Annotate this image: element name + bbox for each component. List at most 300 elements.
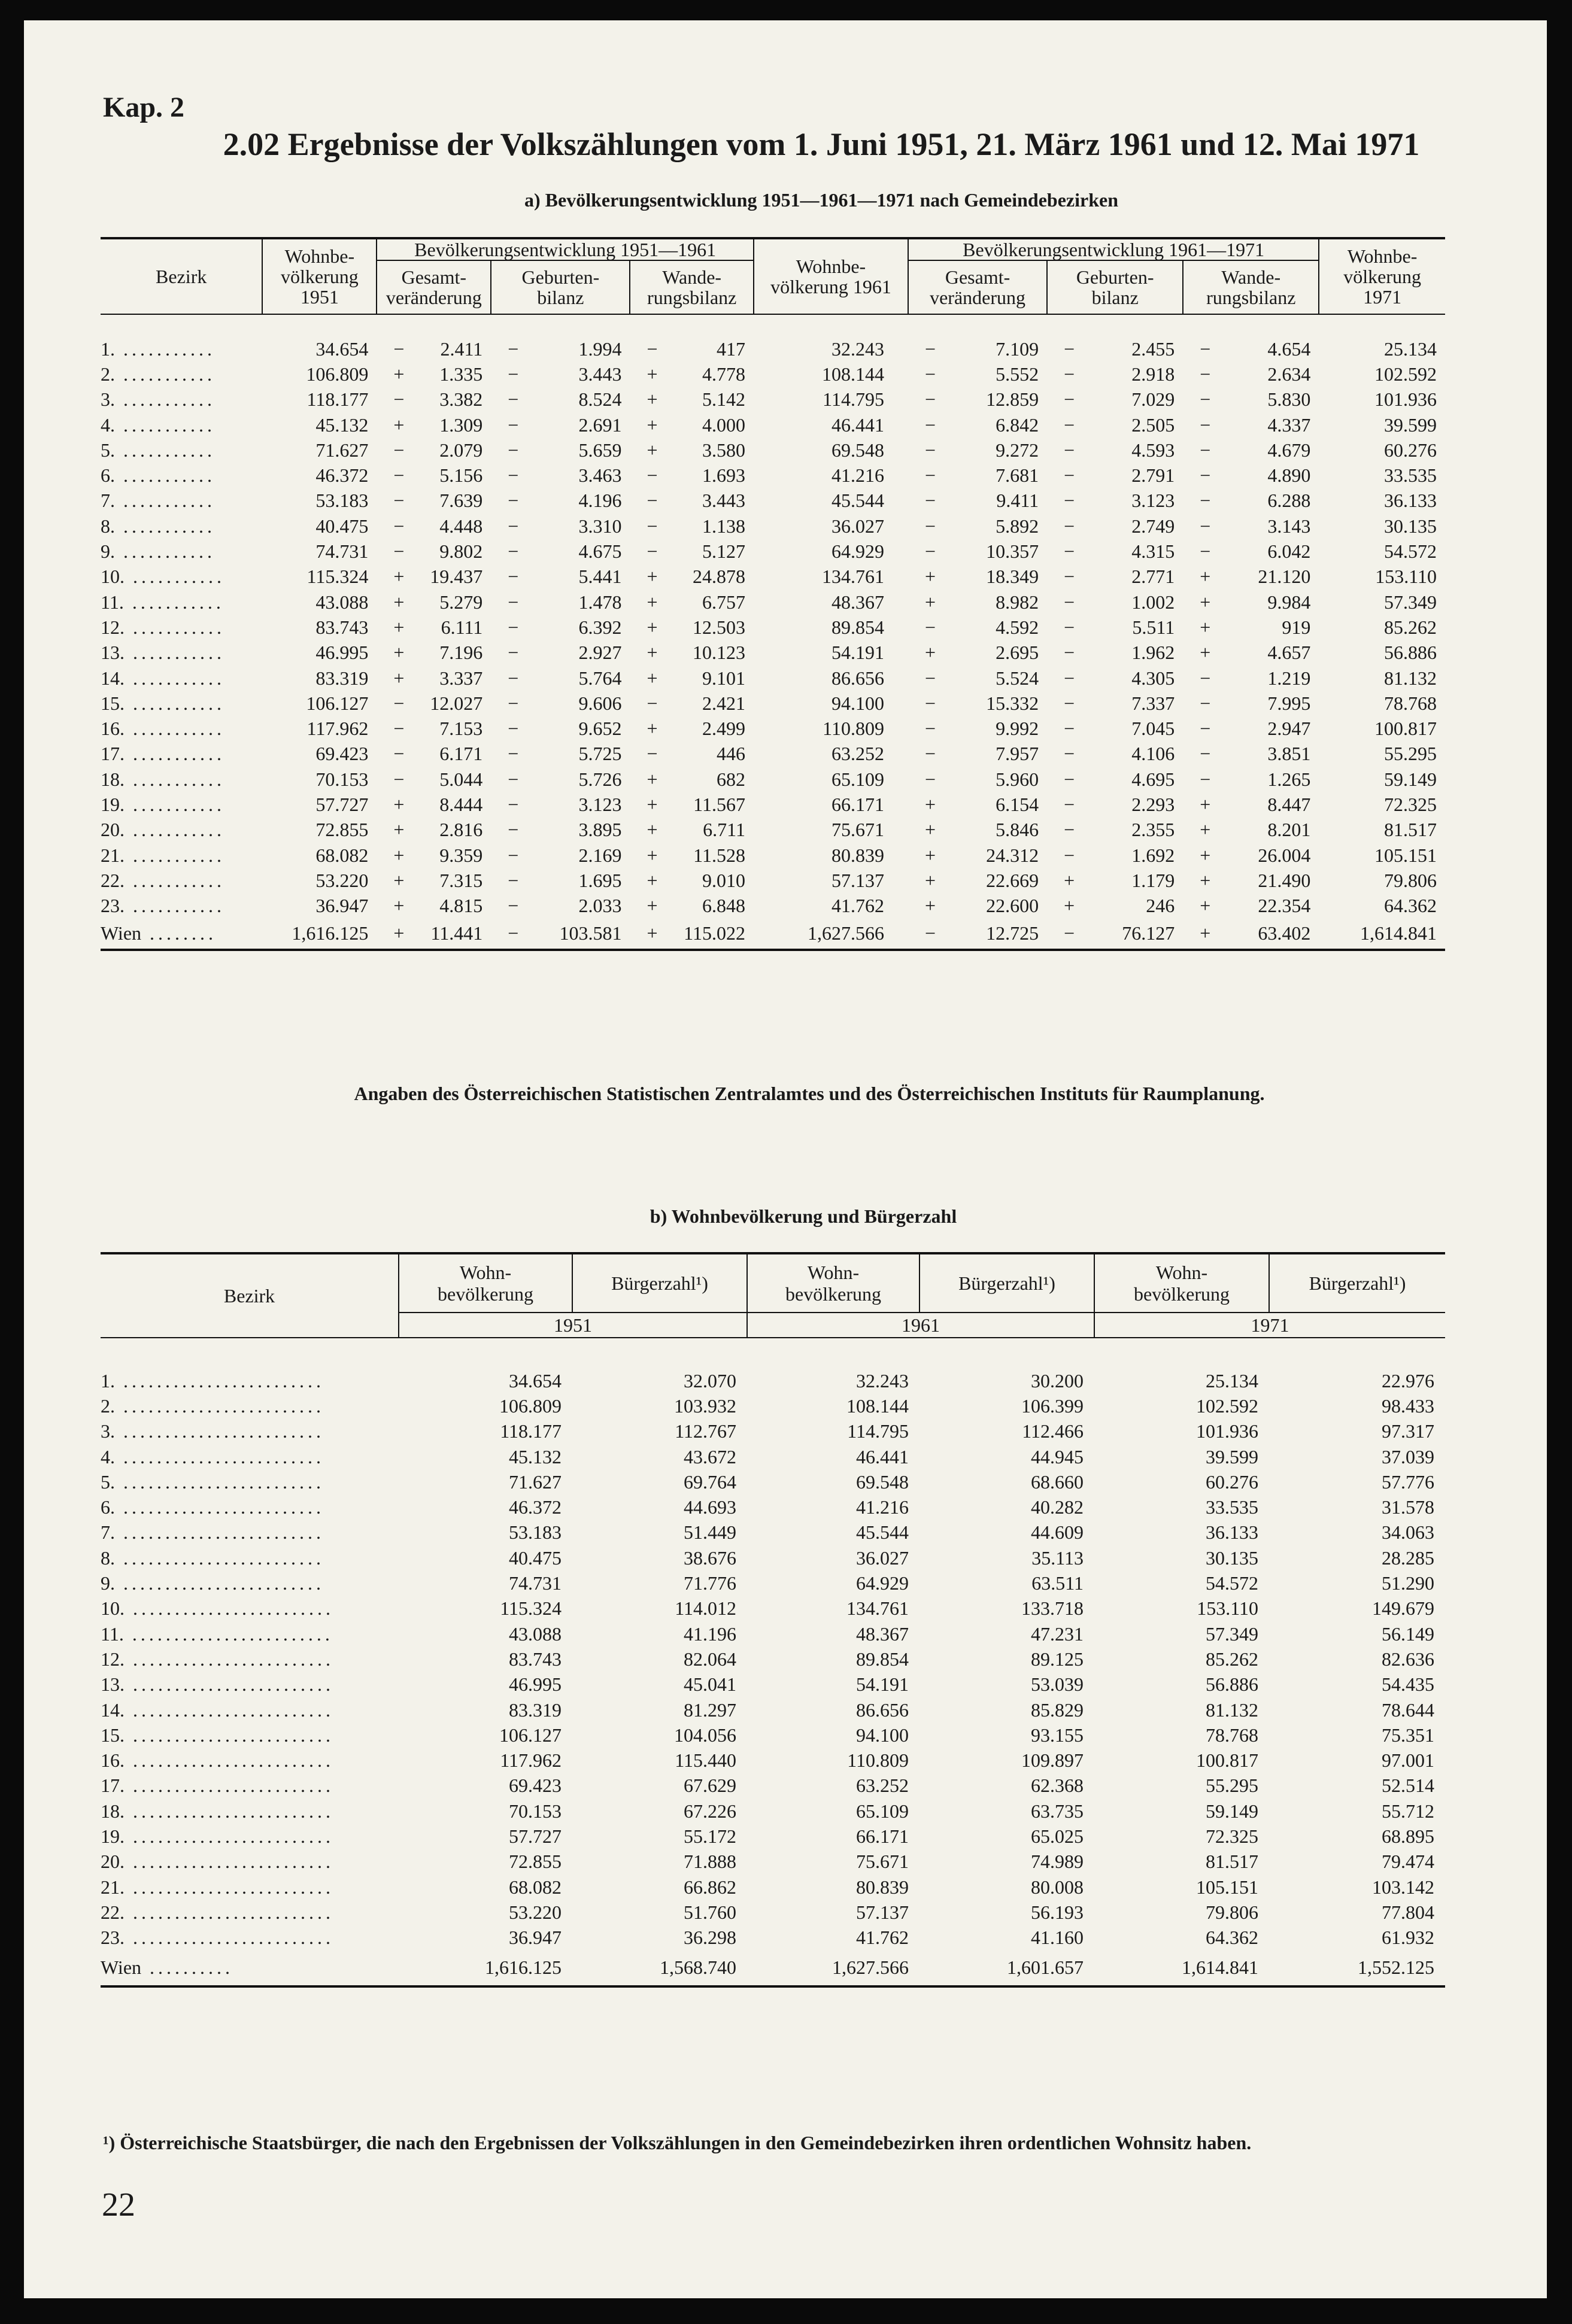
population-development-table — [101, 237, 1445, 951]
cell-g1s: + — [393, 844, 405, 866]
cell-gb1: 5.659 — [578, 439, 622, 461]
table-row: 5. ........... 71.627 − 2.079 − 5.659 + 3.580 69.548 − 9.272 − 4.593 − 4.679 60.276 — [101, 438, 1445, 463]
cell-w51: 68.082 — [509, 1876, 562, 1898]
cell-w51: 57.727 — [315, 793, 369, 815]
cell-w51: 53.183 — [315, 490, 369, 512]
document-page — [24, 20, 1547, 2298]
cell-g2: 5.892 — [996, 515, 1039, 537]
cell-gb1s: − — [508, 616, 519, 638]
cell-g1s: − — [393, 439, 405, 461]
cell-g2s: − — [924, 768, 936, 790]
total-gb2: 76.127 — [1090, 919, 1183, 950]
cell-wa1s: − — [647, 692, 658, 714]
table-row: 12. ........................ 83.743 82.064 89.854 89.125 85.262 82.636 — [101, 1646, 1445, 1672]
cell-g1: 9.359 — [439, 844, 483, 866]
chapter-label: Kap. 2 — [103, 92, 185, 123]
cell-b71: 97.317 — [1382, 1420, 1434, 1442]
cell-w71: 56.886 — [1384, 642, 1437, 664]
cell-gb2: 4.593 — [1131, 439, 1175, 461]
cell-w71: 33.535 — [1384, 464, 1437, 487]
cell-w61: 64.929 — [856, 1572, 909, 1594]
cell-w61: 66.171 — [831, 793, 884, 815]
cell-w61: 36.027 — [831, 515, 884, 537]
cell-wa2s: + — [1200, 844, 1211, 866]
total-label-b: Wien — [101, 1957, 142, 1979]
cell-w71: 153.110 — [1197, 1597, 1258, 1620]
cell-w61: 54.191 — [831, 642, 884, 664]
cell-g2s: − — [924, 718, 936, 740]
cell-w71: 85.262 — [1384, 616, 1437, 638]
cell-b71: 52.514 — [1382, 1775, 1434, 1797]
cell-w61: 65.109 — [831, 768, 884, 790]
cell-b61: 41.160 — [1031, 1927, 1084, 1949]
cell-wa1s: + — [647, 768, 658, 790]
cell-gb1: 5.726 — [578, 768, 622, 790]
cell-g2: 9.411 — [996, 490, 1039, 512]
cell-gb2s: + — [1064, 869, 1075, 891]
cell-g2: 7.681 — [996, 464, 1039, 487]
cell-gb2: 2.791 — [1131, 464, 1175, 487]
cell-gb2: 7.045 — [1131, 718, 1175, 740]
cell-wa1: 11.528 — [693, 844, 745, 866]
cell-wa1s: − — [647, 464, 658, 487]
cell-w71: 105.151 — [1196, 1876, 1258, 1898]
cell-w71: 36.133 — [1206, 1521, 1258, 1544]
cell-b61: 106.399 — [1021, 1395, 1084, 1417]
cell-g1: 7.153 — [439, 718, 483, 740]
cell-b71: 56.149 — [1382, 1623, 1434, 1645]
cell-g1s: + — [393, 819, 405, 841]
cell-w61: 36.027 — [856, 1547, 909, 1569]
cell-wa2: 4.890 — [1267, 464, 1311, 487]
cell-gb2: 2.355 — [1131, 819, 1175, 841]
cell-gb1: 6.392 — [578, 616, 622, 638]
cell-gb1s: − — [508, 869, 519, 891]
cell-b51: 44.693 — [684, 1496, 736, 1518]
bezirk-label: 6. — [101, 464, 115, 487]
cell-b51: 51.449 — [684, 1521, 736, 1544]
cell-gb2s: − — [1064, 439, 1075, 461]
total-b-w71: 1,614.841 — [1094, 1951, 1269, 1986]
table-row: 10. ........... 115.324 + 19.437 − 5.441 + 24.878 134.761 + 18.349 − 2.771 + 21.120 153.110 — [101, 564, 1445, 590]
cell-w71: 25.134 — [1384, 338, 1437, 360]
cell-w71: 101.936 — [1196, 1420, 1258, 1442]
cell-b71: 149.679 — [1372, 1597, 1434, 1620]
cell-wa1s: − — [647, 338, 658, 360]
cell-b61: 68.660 — [1031, 1471, 1084, 1493]
cell-b51: 51.760 — [684, 1901, 736, 1923]
cell-g2: 5.524 — [996, 667, 1039, 689]
cell-wa2: 26.004 — [1258, 844, 1311, 866]
cell-w61: 69.548 — [831, 439, 884, 461]
bezirk-label: 5. — [101, 1471, 115, 1493]
cell-gb1s: − — [508, 490, 519, 512]
cell-b71: 98.433 — [1382, 1395, 1434, 1417]
table-row: 9. ........................ 74.731 71.776 64.929 63.511 54.572 51.290 — [101, 1570, 1445, 1596]
cell-w61: 114.795 — [847, 1420, 909, 1442]
table-row: 14. ........................ 83.319 81.297 86.656 85.829 81.132 78.644 — [101, 1697, 1445, 1723]
bezirk-label: 16. — [101, 718, 125, 740]
cell-g1: 3.337 — [439, 667, 483, 689]
cell-w61: 65.109 — [856, 1800, 909, 1822]
cell-b51: 32.070 — [684, 1369, 736, 1392]
cell-w71: 55.295 — [1384, 743, 1437, 765]
total-gb2-sign: − — [1047, 919, 1090, 950]
cell-w71: 54.572 — [1206, 1572, 1258, 1594]
cell-w61: 41.762 — [831, 895, 884, 917]
cell-gb1s: − — [508, 414, 519, 436]
cell-b61: 53.039 — [1031, 1673, 1084, 1696]
cell-gb1: 1.695 — [578, 869, 622, 891]
cell-w51: 83.319 — [509, 1699, 562, 1721]
cell-w71: 102.592 — [1374, 363, 1437, 385]
bezirk-label: 15. — [101, 692, 125, 714]
cell-gb2: 1.962 — [1131, 642, 1175, 664]
cell-wa2: 7.995 — [1267, 692, 1311, 714]
table-row: 7. ........... 53.183 − 7.639 − 4.196 − 3.443 45.544 − 9.411 − 3.123 − 6.288 36.133 — [101, 488, 1445, 514]
header-b-wohn-1971: Wohn-bevölkerung — [1094, 1253, 1269, 1313]
cell-b51: 69.764 — [684, 1471, 736, 1493]
table-row: 11. ........................ 43.088 41.196 48.367 47.231 57.349 56.149 — [101, 1621, 1445, 1646]
cell-g2s: + — [924, 793, 936, 815]
cell-w61: 45.544 — [831, 490, 884, 512]
table-row: 18. ........... 70.153 − 5.044 − 5.726 + 682 65.109 − 5.960 − 4.695 − 1.265 59.149 — [101, 767, 1445, 792]
cell-gb2: 1.179 — [1131, 869, 1175, 891]
cell-wa2s: − — [1200, 338, 1211, 360]
cell-wa2s: − — [1200, 718, 1211, 740]
total-gb1-sign: − — [491, 919, 534, 950]
bezirk-label: 10. — [101, 566, 125, 588]
cell-w71: 78.768 — [1206, 1724, 1258, 1746]
cell-gb2s: − — [1064, 414, 1075, 436]
cell-w61: 69.548 — [856, 1471, 909, 1493]
table-row: 6. ........................ 46.372 44.693 41.216 40.282 33.535 31.578 — [101, 1494, 1445, 1520]
cell-w71: 54.572 — [1384, 540, 1437, 563]
cell-gb2s: − — [1064, 540, 1075, 563]
cell-gb1: 3.895 — [578, 819, 622, 841]
cell-g1: 4.448 — [439, 515, 483, 537]
cell-w71: 79.806 — [1384, 869, 1437, 891]
total-wa1-sign: + — [630, 919, 673, 950]
cell-gb1s: − — [508, 642, 519, 664]
total-b-w61: 1,627.566 — [747, 1951, 919, 1986]
cell-g1s: − — [393, 743, 405, 765]
cell-w61: 57.137 — [831, 869, 884, 891]
cell-b61: 47.231 — [1031, 1623, 1084, 1645]
cell-g2: 12.859 — [986, 388, 1039, 411]
cell-b61: 65.025 — [1031, 1825, 1084, 1847]
page-number: 22 — [102, 2186, 135, 2223]
cell-w51: 106.809 — [306, 363, 369, 385]
cell-g2: 5.552 — [996, 363, 1039, 385]
header-gesamt-1: Gesamt-veränderung — [377, 260, 491, 314]
bezirk-label: 19. — [101, 793, 125, 815]
cell-g2s: + — [924, 591, 936, 613]
table-row: 13. ........... 46.995 + 7.196 − 2.927 + 10.123 54.191 + 2.695 − 1.962 + 4.657 56.886 — [101, 640, 1445, 666]
cell-g1: 7.315 — [439, 869, 483, 891]
cell-gb1: 8.524 — [578, 388, 622, 411]
cell-b71: 78.644 — [1382, 1699, 1434, 1721]
total-wa1: 115.022 — [673, 919, 754, 950]
table-row: 19. ........... 57.727 + 8.444 − 3.123 + 11.567 66.171 + 6.154 − 2.293 + 8.447 72.325 — [101, 792, 1445, 817]
cell-g2: 5.960 — [996, 768, 1039, 790]
cell-gb1s: − — [508, 338, 519, 360]
cell-w61: 94.100 — [831, 692, 884, 714]
cell-g1: 1.309 — [439, 414, 483, 436]
total-wa2: 63.402 — [1226, 919, 1319, 950]
cell-g1s: + — [393, 414, 405, 436]
cell-g1s: − — [393, 338, 405, 360]
total-w71: 1,614.841 — [1319, 919, 1445, 950]
cell-g2: 9.272 — [996, 439, 1039, 461]
cell-wa2s: + — [1200, 616, 1211, 638]
cell-w51: 72.855 — [509, 1851, 562, 1873]
table-row: 3. ........................ 118.177 112.767 114.795 112.466 101.936 97.317 — [101, 1419, 1445, 1444]
cell-gb1: 3.463 — [578, 464, 622, 487]
cell-g1: 1.335 — [439, 363, 483, 385]
cell-w61: 32.243 — [856, 1369, 909, 1392]
cell-b71: 75.351 — [1382, 1724, 1434, 1746]
cell-b61: 35.113 — [1031, 1547, 1084, 1569]
header-wohn-1971: Wohnbe-völkerung 1971 — [1319, 238, 1445, 314]
cell-g1s: − — [393, 540, 405, 563]
bezirk-label: 9. — [101, 1572, 115, 1594]
cell-w61: 46.441 — [856, 1445, 909, 1468]
cell-gb1: 5.725 — [578, 743, 622, 765]
cell-wa2: 21.120 — [1258, 566, 1311, 588]
cell-w61: 134.761 — [846, 1597, 909, 1620]
cell-w61: 46.441 — [831, 414, 884, 436]
cell-gb1: 1.478 — [578, 591, 622, 613]
cell-wa1s: + — [647, 363, 658, 385]
cell-w71: 64.362 — [1206, 1927, 1258, 1949]
cell-wa1s: + — [647, 718, 658, 740]
cell-w71: 100.817 — [1374, 718, 1437, 740]
cell-w51: 106.127 — [499, 1724, 562, 1746]
cell-w61: 41.216 — [856, 1496, 909, 1518]
cell-g2: 18.349 — [986, 566, 1039, 588]
total-wa2-sign: + — [1183, 919, 1226, 950]
cell-wa2: 919 — [1282, 616, 1311, 638]
table-row: 1. ........... 34.654 − 2.411 − 1.994 − 417 32.243 − 7.109 − 2.455 − 4.654 25.134 — [101, 314, 1445, 361]
cell-g1s: + — [393, 566, 405, 588]
cell-wa1s: + — [647, 642, 658, 664]
cell-wa1: 3.443 — [702, 490, 745, 512]
bezirk-label: 21. — [101, 1876, 125, 1898]
cell-b51: 104.056 — [674, 1724, 736, 1746]
cell-gb2s: − — [1064, 616, 1075, 638]
cell-wa1s: + — [647, 388, 658, 411]
cell-wa2s: − — [1200, 464, 1211, 487]
cell-wa1s: + — [647, 844, 658, 866]
cell-b71: 77.804 — [1382, 1901, 1434, 1923]
cell-w51: 53.183 — [509, 1521, 562, 1544]
cell-b71: 31.578 — [1382, 1496, 1434, 1518]
cell-b51: 41.196 — [684, 1623, 736, 1645]
cell-g2s: + — [924, 566, 936, 588]
table-row: 2. ........................ 106.809 103.932 108.144 106.399 102.592 98.433 — [101, 1393, 1445, 1418]
cell-w71: 85.262 — [1206, 1648, 1258, 1670]
cell-b71: 61.932 — [1382, 1927, 1434, 1949]
cell-w71: 59.149 — [1384, 768, 1437, 790]
cell-b61: 44.945 — [1031, 1445, 1084, 1468]
cell-b71: 79.474 — [1382, 1851, 1434, 1873]
table-row: 16. ........... 117.962 − 7.153 − 9.652 + 2.499 110.809 − 9.992 − 7.045 − 2.947 100.817 — [101, 716, 1445, 741]
bezirk-label: 8. — [101, 1547, 115, 1569]
cell-w51: 53.220 — [509, 1901, 562, 1923]
cell-g2: 4.592 — [996, 616, 1039, 638]
cell-gb2: 2.455 — [1131, 338, 1175, 360]
bezirk-label: 16. — [101, 1749, 125, 1772]
cell-w71: 102.592 — [1196, 1395, 1258, 1417]
cell-b51: 71.888 — [684, 1851, 736, 1873]
cell-b51: 114.012 — [675, 1597, 736, 1620]
cell-b51: 66.862 — [684, 1876, 736, 1898]
cell-gb2: 7.337 — [1131, 692, 1175, 714]
table-a-subtitle: a) Bevölkerungsentwicklung 1951—1961—1971 nach Gemeindebezirken — [524, 189, 1118, 211]
cell-wa2: 6.042 — [1267, 540, 1311, 563]
cell-b71: 57.776 — [1382, 1471, 1434, 1493]
header-b-year-1961: 1961 — [747, 1313, 1094, 1338]
bezirk-label: 4. — [101, 414, 115, 436]
cell-b51: 45.041 — [684, 1673, 736, 1696]
bezirk-label: 15. — [101, 1724, 125, 1746]
cell-g2s: − — [924, 515, 936, 537]
total-b-b71: 1,552.125 — [1269, 1951, 1445, 1986]
cell-gb1s: − — [508, 743, 519, 765]
cell-gb2s: + — [1064, 895, 1075, 917]
cell-w61: 63.252 — [831, 743, 884, 765]
table-row: 2. ........... 106.809 + 1.335 − 3.443 + 4.778 108.144 − 5.552 − 2.918 − 2.634 102.592 — [101, 361, 1445, 387]
table-row: 21. ........... 68.082 + 9.359 − 2.169 + 11.528 80.839 + 24.312 − 1.692 + 26.004 105.151 — [101, 843, 1445, 868]
cell-g1: 7.196 — [439, 642, 483, 664]
cell-w71: 55.295 — [1206, 1775, 1258, 1797]
cell-g2s: − — [924, 616, 936, 638]
cell-w51: 83.319 — [315, 667, 369, 689]
cell-wa1: 9.101 — [702, 667, 745, 689]
cell-w51: 46.995 — [315, 642, 369, 664]
cell-w71: 64.362 — [1384, 895, 1437, 917]
bezirk-label: 2. — [101, 1395, 115, 1417]
bezirk-label: 11. — [101, 1623, 124, 1645]
cell-gb1: 2.691 — [578, 414, 622, 436]
residents-citizens-table — [101, 1252, 1445, 1988]
cell-b61: 93.155 — [1031, 1724, 1084, 1746]
cell-b61: 85.829 — [1031, 1699, 1084, 1721]
cell-gb1s: − — [508, 844, 519, 866]
table-row: 18. ........................ 70.153 67.226 65.109 63.735 59.149 55.712 — [101, 1799, 1445, 1824]
cell-gb2s: − — [1064, 718, 1075, 740]
cell-b71: 34.063 — [1382, 1521, 1434, 1544]
cell-w71: 72.325 — [1384, 793, 1437, 815]
cell-gb1: 3.123 — [578, 793, 622, 815]
cell-w51: 70.153 — [509, 1800, 562, 1822]
cell-w51: 68.082 — [315, 844, 369, 866]
header-b-year-1951: 1951 — [399, 1313, 747, 1338]
page-title: 2.02 Ergebnisse der Volkszählungen vom 1. Juni 1951, 21. März 1961 und 12. Mai 1971 — [223, 126, 1420, 162]
cell-wa1: 417 — [716, 338, 745, 360]
cell-gb2: 4.315 — [1131, 540, 1175, 563]
cell-wa1: 5.142 — [702, 388, 745, 411]
cell-w61: 32.243 — [831, 338, 884, 360]
bezirk-label: 14. — [101, 1699, 125, 1721]
cell-g2: 9.992 — [996, 718, 1039, 740]
cell-b51: 112.767 — [675, 1420, 736, 1442]
bezirk-label: 9. — [101, 540, 115, 563]
cell-g2s: − — [924, 439, 936, 461]
cell-g2s: − — [924, 338, 936, 360]
cell-b71: 54.435 — [1382, 1673, 1434, 1696]
cell-wa1: 4.778 — [702, 363, 745, 385]
cell-w51: 106.127 — [306, 692, 369, 714]
total-b-b51: 1,568.740 — [572, 1951, 747, 1986]
cell-g1s: − — [393, 768, 405, 790]
cell-gb1s: − — [508, 692, 519, 714]
bezirk-label: 17. — [101, 1775, 125, 1797]
table-row: 23. ........................ 36.947 36.298 41.762 41.160 64.362 61.932 — [101, 1925, 1445, 1951]
source-note: Angaben des Österreichischen Statistischen Zentralamtes und des Österreichischen Instituts für Raumplanung. — [354, 1083, 1265, 1104]
cell-gb2s: − — [1064, 591, 1075, 613]
cell-wa1: 12.503 — [692, 616, 745, 638]
cell-w71: 81.517 — [1206, 1851, 1258, 1873]
cell-w61: 110.809 — [823, 718, 884, 740]
cell-wa2s: − — [1200, 439, 1211, 461]
cell-gb1s: − — [508, 591, 519, 613]
cell-b51: 115.440 — [675, 1749, 736, 1772]
cell-wa2: 9.984 — [1267, 591, 1311, 613]
cell-g1: 19.437 — [430, 566, 483, 588]
cell-g1: 2.816 — [439, 819, 483, 841]
cell-gb1s: − — [508, 439, 519, 461]
cell-wa1: 2.499 — [702, 718, 745, 740]
bezirk-label: 19. — [101, 1825, 125, 1847]
cell-wa2: 1.265 — [1267, 768, 1311, 790]
table-row: 22. ........... 53.220 + 7.315 − 1.695 + 9.010 57.137 + 22.669 + 1.179 + 21.490 79.806 — [101, 868, 1445, 893]
cell-wa2: 2.634 — [1267, 363, 1311, 385]
table-row: 4. ........... 45.132 + 1.309 − 2.691 + 4.000 46.441 − 6.842 − 2.505 − 4.337 39.599 — [101, 412, 1445, 438]
cell-wa2s: + — [1200, 895, 1211, 917]
cell-b71: 68.895 — [1382, 1825, 1434, 1847]
cell-wa2s: − — [1200, 414, 1211, 436]
cell-w51: 115.324 — [500, 1597, 562, 1620]
header-wohn-1951: Wohnbe-völkerung 1951 — [262, 238, 377, 314]
cell-wa1: 682 — [716, 768, 745, 790]
bezirk-label: 14. — [101, 667, 125, 689]
cell-gb2s: − — [1064, 642, 1075, 664]
cell-gb1s: − — [508, 515, 519, 537]
cell-w51: 34.654 — [315, 338, 369, 360]
header-wande-1: Wande-rungsbilanz — [630, 260, 753, 314]
bezirk-label: 3. — [101, 388, 115, 411]
table-row: 11. ........... 43.088 + 5.279 − 1.478 + 6.757 48.367 + 8.982 − 1.002 + 9.984 57.349 — [101, 590, 1445, 615]
cell-w51: 83.743 — [315, 616, 369, 638]
cell-w71: 56.886 — [1206, 1673, 1258, 1696]
bezirk-label: 6. — [101, 1496, 115, 1518]
cell-w61: 89.854 — [831, 616, 884, 638]
cell-wa2s: − — [1200, 667, 1211, 689]
cell-w51: 46.372 — [509, 1496, 562, 1518]
cell-wa1s: + — [647, 793, 658, 815]
cell-wa2: 4.654 — [1267, 338, 1311, 360]
cell-gb1: 2.033 — [578, 895, 622, 917]
cell-g2s: − — [924, 490, 936, 512]
cell-gb2s: − — [1064, 363, 1075, 385]
cell-wa2s: − — [1200, 743, 1211, 765]
header-group-1961-1971: Bevölkerungsentwicklung 1961—1971 — [908, 238, 1319, 260]
cell-gb2s: − — [1064, 490, 1075, 512]
cell-w51: 57.727 — [509, 1825, 562, 1847]
cell-g2s: + — [924, 642, 936, 664]
